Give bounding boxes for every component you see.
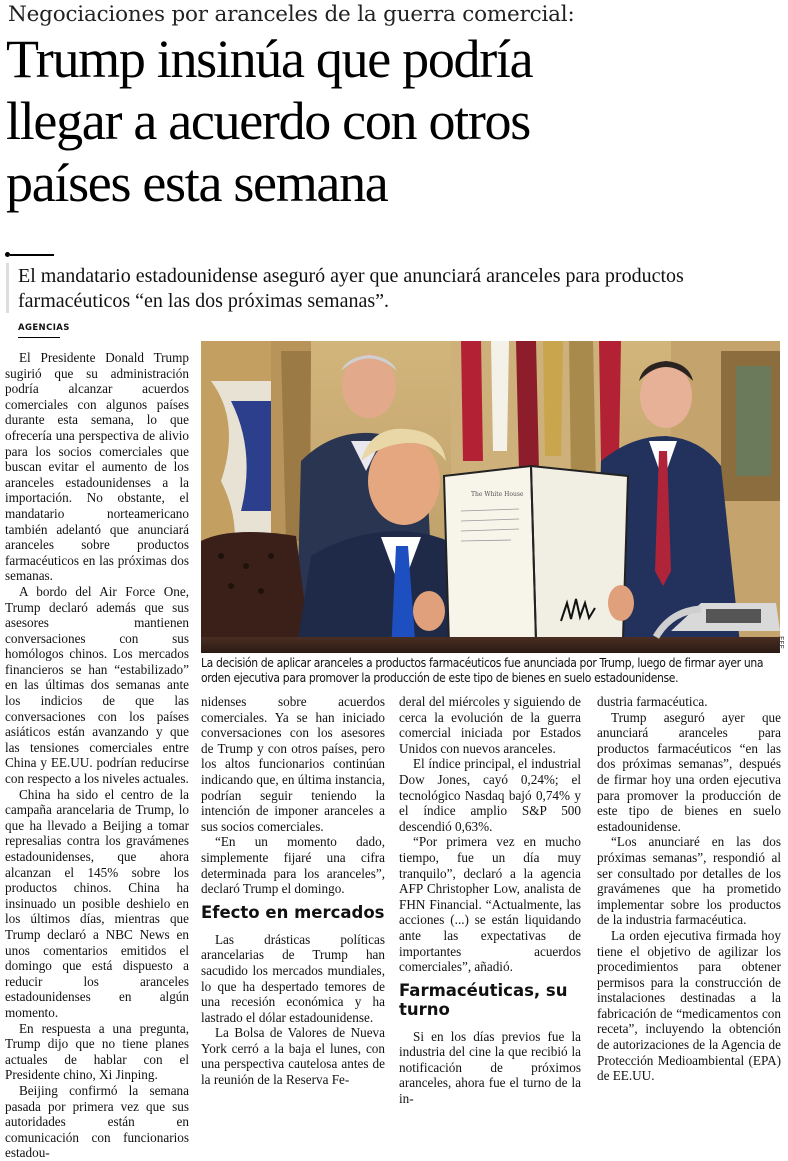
byline-rule — [18, 337, 60, 338]
paragraph: dustria farmacéutica. — [597, 694, 708, 709]
desk — [201, 637, 780, 653]
paragraph: Beijing confirmó la semana pasada por primera vez que sus autoridades están en comunicación con funcionarios estadou- — [5, 1082, 189, 1161]
paragraph: El índice principal, el industrial Dow Jones, cayó 0,24%; el tecnológico Nasdaq bajó 0,74% y el índice amplio S&P 500 descendió 0,63%. — [399, 756, 581, 834]
deck: El mandatario estadounidense aseguró ayer que anunciará aranceles para productos farmacéuticos “en las dos próximas semanas”. — [18, 265, 684, 312]
news-photo — [201, 341, 780, 653]
deck-bar — [6, 263, 9, 313]
subheading: Efecto en mercados — [201, 902, 385, 922]
paragraph: “Por primera vez en mucho tiempo, fue un día muy tranquilo”, declaró a la agencia AFP Christopher Low, analista de FHN Financial. “Actualmente, las acciones (...) se están liquidando ante las expectativas de importantes acuerdos comerciales”, añadió. — [399, 834, 581, 975]
paragraph: Si en los días previos fue la industria del cine la que recibió la notificación de próximos aranceles, ahora fue el turno de la in- — [399, 1028, 581, 1107]
subheading: Farmacéuticas, su turno — [399, 980, 568, 1019]
byline: AGENCIAS — [18, 323, 70, 333]
paragraph: “En un momento dado, simplemente fijaré una cifra determinada para los aranceles”, declaró Trump el domingo. — [201, 834, 385, 897]
headline — [6, 28, 786, 214]
headline-line-3: países esta semana — [6, 153, 388, 213]
paragraph: La Bolsa de Valores de Nueva York cerró a la baja el lunes, con una perspectiva cautelosa antes de la reunión de la Reserva Fe- — [201, 1025, 385, 1088]
paragraph: Las drásticas políticas arancelarias de Trump han sacudido los mercados mundiales, lo que ha despertado temores de una recesión económica y ha lastrado el dólar estadounidense. — [201, 931, 385, 1025]
paragraph: Trump aseguró ayer que anunciará aranceles para productos farmacéuticos “en las dos próximas semanas”, después de firmar hoy una orden ejecutiva para promover la producción de este tipo de bienes en suelo estadounidense. — [597, 709, 781, 834]
paragraph: A bordo del Air Force One, Trump declaró además que sus asesores mantienen conversaciones con sus homólogos chinos. Los mercados financieros se han “estabilizado” en las últimas dos semanas ante los indicios de que las conversaciones con los países asiáticos están avanzando y que las tensiones comerciales entre China y EE.UU. podrían reducirse con respecto a los niveles actuales. — [5, 583, 189, 787]
photo-caption: La decisión de aplicar aranceles a productos farmacéuticos fue anunciada por Trump, luego de firmar ayer una orden ejecutiva para promover la producción de este tipo de bienes en suelo estadounidense. — [201, 656, 764, 685]
photo-credit: EFE — [777, 636, 785, 649]
headline-rule — [10, 254, 54, 256]
paragraph: En respuesta a una pregunta, Trump dijo que no tiene planes actuales de hablar con el Presidente chino, Xi Jinping. — [5, 1020, 189, 1083]
paragraph: “Los anunciaré en las dos próximas semanas”, respondió al ser consultado por detalles de los gravámenes que ha prometido implementar sobre los productos de la industria farmacéutica. — [597, 834, 781, 928]
paragraph: nidenses sobre acuerdos comerciales. Ya se han iniciado conversaciones con los asesores de Trump y con otros países, pero los altos funcionarios continúan indicando que, en última instancia, podrían seguir teniendo la intención de imponer aranceles a sus socios comerciales. — [201, 694, 385, 834]
kicker: Negociaciones por aranceles de la guerra comercial: — [8, 2, 575, 27]
paragraph: China ha sido el centro de la campaña arancelaria de Trump, lo que ha llevado a Beijing a tomar represalias contra los gravámenes estadounidenses, que ahora alcanzan el 145% sobre los productos chinos. China ha insinuado un posible deshielo en los últimos días, mientras que Trump declaró a NBC News en unos comentarios emitidos el domingo que está dispuesto a reducir los aranceles estadounidenses en algún momento. — [5, 786, 189, 1020]
column-3 — [399, 694, 581, 1107]
headline-line-2: llegar a acuerdo con otros — [6, 91, 530, 151]
photo-illustration — [201, 341, 780, 653]
paragraph: deral del miércoles y siguiendo de cerca la evolución de la guerra comercial iniciada por Estados Unidos con nuevos aranceles. — [399, 694, 581, 756]
executive-order — [444, 466, 628, 646]
paragraph: El Presidente Donald Trump sugirió que su administración podría alcanzar acuerdos comerciales con algunos países durante esta semana, lo que ofrecería una perspectiva de alivio para los socios comerciales que buscan evitar el aumento de los aranceles estadounidenses a la importación. No obstante, el mandatario norteamericano también adelantó que anunciará aranceles sobre productos farmacéuticos en las próximas dos semanas. — [5, 350, 189, 584]
column-4 — [597, 694, 781, 1084]
column-2 — [201, 694, 385, 1088]
document-heading: The White House — [471, 491, 524, 498]
headline-line-1: Trump insinúa que podría — [6, 29, 533, 89]
chair — [201, 532, 311, 653]
paragraph: La orden ejecutiva firmada hoy tiene el objetivo de agilizar los procedimientos para obtener permisos para la construcción de instalaciones destinadas a la fabricación de “medicamentos con receta”, incluyendo la obtención de autorizaciones de la Agencia de Protección Medioambiental (EPA) de EE.UU. — [597, 927, 781, 1084]
column-1 — [5, 350, 189, 1161]
